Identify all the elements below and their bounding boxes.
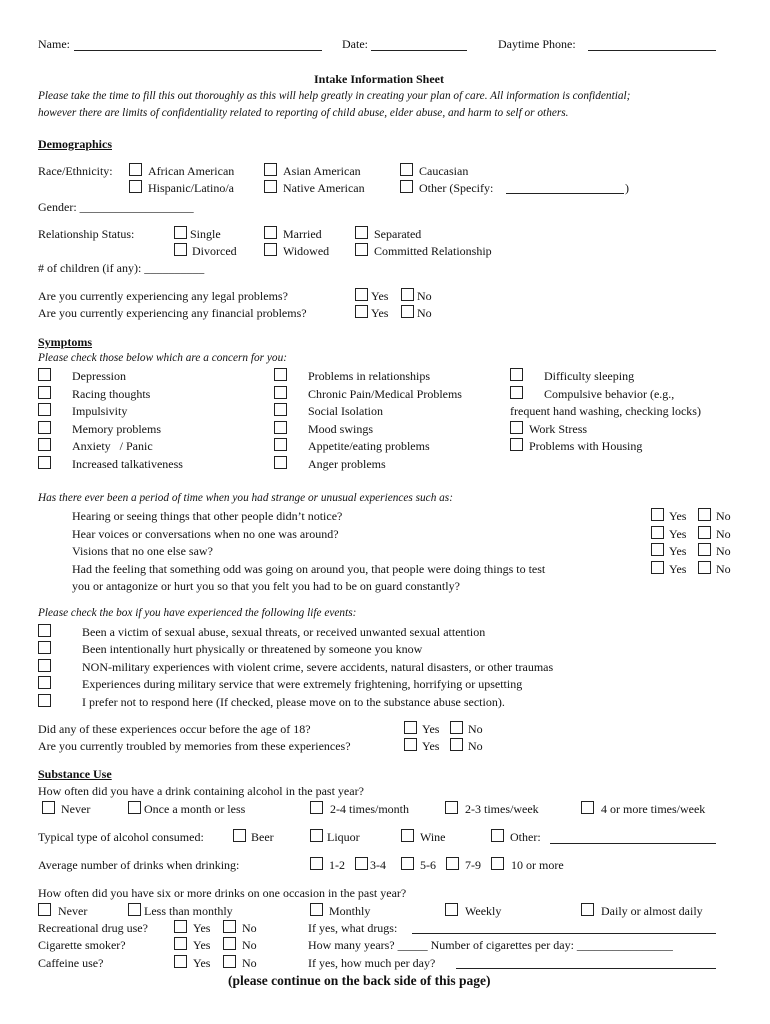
avg-10-plus-checkbox[interactable] <box>491 857 504 870</box>
life-event-4-checkbox[interactable] <box>38 676 51 689</box>
alcohol-liquor-checkbox[interactable] <box>310 829 323 842</box>
intro-line-2: however there are limits of confidentiality related to reporting of child abuse, elder abuse, and harm to self or others. <box>38 107 569 119</box>
life-event-3-checkbox[interactable] <box>38 659 51 672</box>
alcohol-option-label: 2-4 times/month <box>330 802 409 816</box>
symptom-label: Problems with Housing <box>529 439 643 453</box>
symptom-racing-thoughts-checkbox[interactable] <box>38 386 51 399</box>
six-weekly-checkbox[interactable] <box>445 903 458 916</box>
symptom-label: Mood swings <box>308 422 374 436</box>
alcohol-type-option: Wine <box>420 830 446 844</box>
symptom-label: Anger problems <box>308 457 386 471</box>
alcohol-type-label: Typical type of alcohol consumed: <box>38 830 204 844</box>
yes-label: Yes <box>193 921 211 935</box>
name-label: Name: <box>38 37 70 51</box>
symptom-label: Work Stress <box>529 422 588 436</box>
six-option-label: Less than monthly <box>144 904 233 918</box>
alcohol-type-option: Liquor <box>327 830 360 844</box>
alcohol-option-label: Once a month or less <box>144 802 246 816</box>
symptom-label: Memory problems <box>72 422 161 436</box>
six-option-label: Daily or almost daily <box>601 904 703 918</box>
symptoms-instruction: Please check those below which are a concern for you: <box>38 352 287 364</box>
avg-drinks-label: Average number of drinks when drinking: <box>38 858 240 872</box>
no-label: No <box>242 938 257 952</box>
no-label: No <box>716 509 731 523</box>
six-option-label: Never <box>58 904 88 918</box>
life-event-label: Been intentionally hurt physically or threatened by someone you know <box>82 642 423 656</box>
life-event-1-checkbox[interactable] <box>38 624 51 637</box>
experience-3-yes-checkbox[interactable] <box>651 543 664 556</box>
name-field[interactable] <box>74 50 322 51</box>
race-option-label: Caucasian <box>419 164 469 178</box>
relationship-label: Relationship Status: <box>38 227 135 241</box>
race-native-american-checkbox[interactable] <box>264 180 277 193</box>
cigarette-years-field[interactable]: How many years? _____ Number of cigarettes per day: ________________ <box>308 938 673 952</box>
yes-label: Yes <box>193 956 211 970</box>
caffeine-label: Caffeine use? <box>38 956 104 970</box>
financial-no-checkbox[interactable] <box>401 305 414 318</box>
race-option-label: Hispanic/Latino/a <box>148 181 234 195</box>
life-event-label: NON-military experiences with violent crime, severe accidents, natural disasters, or other traumas <box>82 660 554 674</box>
no-label: No <box>468 739 483 753</box>
alcohol-2-4-month-checkbox[interactable] <box>310 801 323 814</box>
symptom-anger-checkbox[interactable] <box>274 456 287 469</box>
troubled-no-checkbox[interactable] <box>450 738 463 751</box>
six-daily-checkbox[interactable] <box>581 903 594 916</box>
financial-question: Are you currently experiencing any financial problems? <box>38 306 307 320</box>
rec-drug-yes-checkbox[interactable] <box>174 920 187 933</box>
race-other-checkbox[interactable] <box>400 180 413 193</box>
symptom-label: Impulsivity <box>72 404 128 418</box>
page-title: Intake Information Sheet <box>314 72 445 86</box>
life-event-label: I prefer not to respond here (If checked, please move on to the substance abuse section). <box>82 695 505 709</box>
no-label: No <box>242 956 257 970</box>
alcohol-beer-checkbox[interactable] <box>233 829 246 842</box>
race-other-field[interactable] <box>506 193 624 194</box>
symptom-label: Anxiety / Panic <box>72 439 153 453</box>
alcohol-other-field[interactable] <box>550 843 716 844</box>
life-events-intro: Please check the box if you have experienced the following life events: <box>38 607 357 619</box>
symptom-impulsivity-checkbox[interactable] <box>38 403 51 416</box>
no-label: No <box>716 544 731 558</box>
no-label: No <box>417 289 432 303</box>
symptom-mood-swings-checkbox[interactable] <box>274 421 287 434</box>
relationship-committed-checkbox[interactable] <box>355 243 368 256</box>
relationship-widowed-checkbox[interactable] <box>264 243 277 256</box>
alcohol-2-3-week-checkbox[interactable] <box>445 801 458 814</box>
symptom-label: Social Isolation <box>308 404 383 418</box>
troubled-yes-checkbox[interactable] <box>404 738 417 751</box>
avg-option-label: 1-2 <box>329 858 345 872</box>
caffeine-amount-field[interactable] <box>456 968 716 969</box>
symptom-work-stress-checkbox[interactable] <box>510 421 523 434</box>
no-label: No <box>716 562 731 576</box>
intro-line-1: Please take the time to fill this out thoroughly as this will help greatly in creating your plan of care. All information is confidential; <box>38 90 631 102</box>
relationship-option-label: Divorced <box>192 244 237 258</box>
alcohol-other-checkbox[interactable] <box>491 829 504 842</box>
experience-1-no-checkbox[interactable] <box>698 508 711 521</box>
yes-label: Yes <box>669 527 687 541</box>
experience-question: Hearing or seeing things that other people didn’t notice? <box>72 509 343 523</box>
avg-option-label: 7-9 <box>465 858 481 872</box>
rec-drug-label: Recreational drug use? <box>38 921 148 935</box>
yes-label: Yes <box>371 289 389 303</box>
symptom-talkativeness-checkbox[interactable] <box>38 456 51 469</box>
no-label: No <box>468 722 483 736</box>
relationship-option-label: Separated <box>374 227 422 241</box>
before18-no-checkbox[interactable] <box>450 721 463 734</box>
cigarette-yes-checkbox[interactable] <box>174 937 187 950</box>
relationship-married-checkbox[interactable] <box>264 226 277 239</box>
symptom-label: Compulsive behavior (e.g., <box>544 387 675 401</box>
relationship-divorced-checkbox[interactable] <box>174 243 187 256</box>
experiences-intro: Has there ever been a period of time when you had strange or unusual experiences such as: <box>38 492 453 504</box>
before18-yes-checkbox[interactable] <box>404 721 417 734</box>
alcohol-question: How often did you have a drink containing alcohol in the past year? <box>38 784 364 798</box>
avg-option-label: 5-6 <box>420 858 436 872</box>
caffeine-yes-checkbox[interactable] <box>174 955 187 968</box>
symptom-label: Difficulty sleeping <box>544 369 635 383</box>
cigarette-label: Cigarette smoker? <box>38 938 126 952</box>
avg-1-2-checkbox[interactable] <box>310 857 323 870</box>
alcohol-wine-checkbox[interactable] <box>401 829 414 842</box>
life-event-label: Experiences during military service that were extremely frightening, horrifying or upsetting <box>82 677 523 691</box>
legal-question: Are you currently experiencing any legal problems? <box>38 289 288 303</box>
caffeine-no-checkbox[interactable] <box>223 955 236 968</box>
six-drinks-question: How often did you have six or more drinks on one occasion in the past year? <box>38 886 407 900</box>
relationship-option-label: Committed Relationship <box>374 244 492 258</box>
symptom-isolation-checkbox[interactable] <box>274 403 287 416</box>
what-drugs-field[interactable] <box>412 933 716 934</box>
yes-label: Yes <box>193 938 211 952</box>
symptom-label: frequent hand washing, checking locks) <box>510 404 701 418</box>
avg-option-label: 3-4 <box>370 858 386 872</box>
experience-question: Had the feeling that something odd was going on around you, that people were doing things to test <box>72 562 546 576</box>
life-event-5-checkbox[interactable] <box>38 694 51 707</box>
six-monthly-checkbox[interactable] <box>310 903 323 916</box>
relationship-option-label: Single <box>190 227 221 241</box>
race-label: Race/Ethnicity: <box>38 164 113 178</box>
race-option-label: Other (Specify: <box>419 181 494 195</box>
experience-question-continued: you or antagonize or hurt you so that you felt you had to be on guard constantly? <box>72 579 460 593</box>
relationship-option-label: Widowed <box>283 244 330 258</box>
race-african-american-checkbox[interactable] <box>129 163 142 176</box>
symptom-anxiety-checkbox[interactable] <box>38 438 51 451</box>
symptom-label: Appetite/eating problems <box>308 439 430 453</box>
alcohol-option-label: 4 or more times/week <box>601 802 706 816</box>
children-field[interactable]: # of children (if any): __________ <box>38 261 205 275</box>
alcohol-never-checkbox[interactable] <box>42 801 55 814</box>
before18-question: Did any of these experiences occur before the age of 18? <box>38 722 311 736</box>
race-option-label: Asian American <box>283 164 361 178</box>
phone-field[interactable] <box>588 50 716 51</box>
alcohol-type-option: Beer <box>251 830 274 844</box>
yes-label: Yes <box>669 544 687 558</box>
experience-1-yes-checkbox[interactable] <box>651 508 664 521</box>
race-asian-american-checkbox[interactable] <box>264 163 277 176</box>
experience-3-no-checkbox[interactable] <box>698 543 711 556</box>
legal-yes-checkbox[interactable] <box>355 288 368 301</box>
alcohol-4-week-checkbox[interactable] <box>581 801 594 814</box>
yes-label: Yes <box>422 722 440 736</box>
phone-label: Daytime Phone: <box>498 37 576 51</box>
rec-drug-no-checkbox[interactable] <box>223 920 236 933</box>
troubled-question: Are you currently troubled by memories from these experiences? <box>38 739 351 753</box>
experience-2-no-checkbox[interactable] <box>698 526 711 539</box>
life-event-2-checkbox[interactable] <box>38 641 51 654</box>
yes-label: Yes <box>422 739 440 753</box>
race-other-close: ) <box>625 181 629 195</box>
avg-option-label: 10 or more <box>511 858 564 872</box>
race-option-label: Native American <box>283 181 365 195</box>
yes-label: Yes <box>371 306 389 320</box>
symptom-depression-checkbox[interactable] <box>38 368 51 381</box>
experience-question: Visions that no one else saw? <box>72 544 213 558</box>
six-less-monthly-checkbox[interactable] <box>128 903 141 916</box>
date-field[interactable] <box>371 50 467 51</box>
yes-label: Yes <box>669 562 687 576</box>
symptom-compulsive-checkbox[interactable] <box>510 386 523 399</box>
symptom-label: Chronic Pain/Medical Problems <box>308 387 462 401</box>
alcohol-monthly-checkbox[interactable] <box>128 801 141 814</box>
symptom-sleeping-checkbox[interactable] <box>510 368 523 381</box>
symptom-label: Increased talkativeness <box>72 457 183 471</box>
symptom-chronic-pain-checkbox[interactable] <box>274 386 287 399</box>
financial-yes-checkbox[interactable] <box>355 305 368 318</box>
six-option-label: Monthly <box>329 904 371 918</box>
avg-7-9-checkbox[interactable] <box>446 857 459 870</box>
experience-question: Hear voices or conversations when no one was around? <box>72 527 339 541</box>
caffeine-amount-label: If yes, how much per day? <box>308 956 436 970</box>
relationship-option-label: Married <box>283 227 322 241</box>
avg-5-6-checkbox[interactable] <box>401 857 414 870</box>
race-option-label: African American <box>148 164 235 178</box>
no-label: No <box>242 921 257 935</box>
six-option-label: Weekly <box>465 904 502 918</box>
symptom-label: Racing thoughts <box>72 387 151 401</box>
demographics-heading: Demographics <box>38 137 112 151</box>
symptom-label: Depression <box>72 369 126 383</box>
avg-3-4-checkbox[interactable] <box>355 857 368 870</box>
substance-heading: Substance Use <box>38 767 112 781</box>
relationship-separated-checkbox[interactable] <box>355 226 368 239</box>
symptom-appetite-checkbox[interactable] <box>274 438 287 451</box>
no-label: No <box>716 527 731 541</box>
cigarette-no-checkbox[interactable] <box>223 937 236 950</box>
yes-label: Yes <box>669 509 687 523</box>
symptom-memory-checkbox[interactable] <box>38 421 51 434</box>
symptom-housing-checkbox[interactable] <box>510 438 523 451</box>
alcohol-option-label: 2-3 times/week <box>465 802 539 816</box>
alcohol-type-option: Other: <box>510 830 541 844</box>
life-event-label: Been a victim of sexual abuse, sexual threats, or received unwanted sexual attention <box>82 625 486 639</box>
experience-4-no-checkbox[interactable] <box>698 561 711 574</box>
legal-no-checkbox[interactable] <box>401 288 414 301</box>
relationship-single-checkbox[interactable] <box>174 226 187 239</box>
gender-field[interactable]: Gender: ___________________ <box>38 200 194 214</box>
symptom-label: Problems in relationships <box>308 369 430 383</box>
date-label: Date: <box>342 37 368 51</box>
symptoms-heading: Symptoms <box>38 335 93 349</box>
six-never-checkbox[interactable] <box>38 903 51 916</box>
no-label: No <box>417 306 432 320</box>
what-drugs-label: If yes, what drugs: <box>308 921 398 935</box>
race-hispanic-checkbox[interactable] <box>129 180 142 193</box>
experience-2-yes-checkbox[interactable] <box>651 526 664 539</box>
continue-note: (please continue on the back side of this page) <box>228 973 491 988</box>
alcohol-option-label: Never <box>61 802 91 816</box>
race-caucasian-checkbox[interactable] <box>400 163 413 176</box>
symptom-relationships-checkbox[interactable] <box>274 368 287 381</box>
experience-4-yes-checkbox[interactable] <box>651 561 664 574</box>
